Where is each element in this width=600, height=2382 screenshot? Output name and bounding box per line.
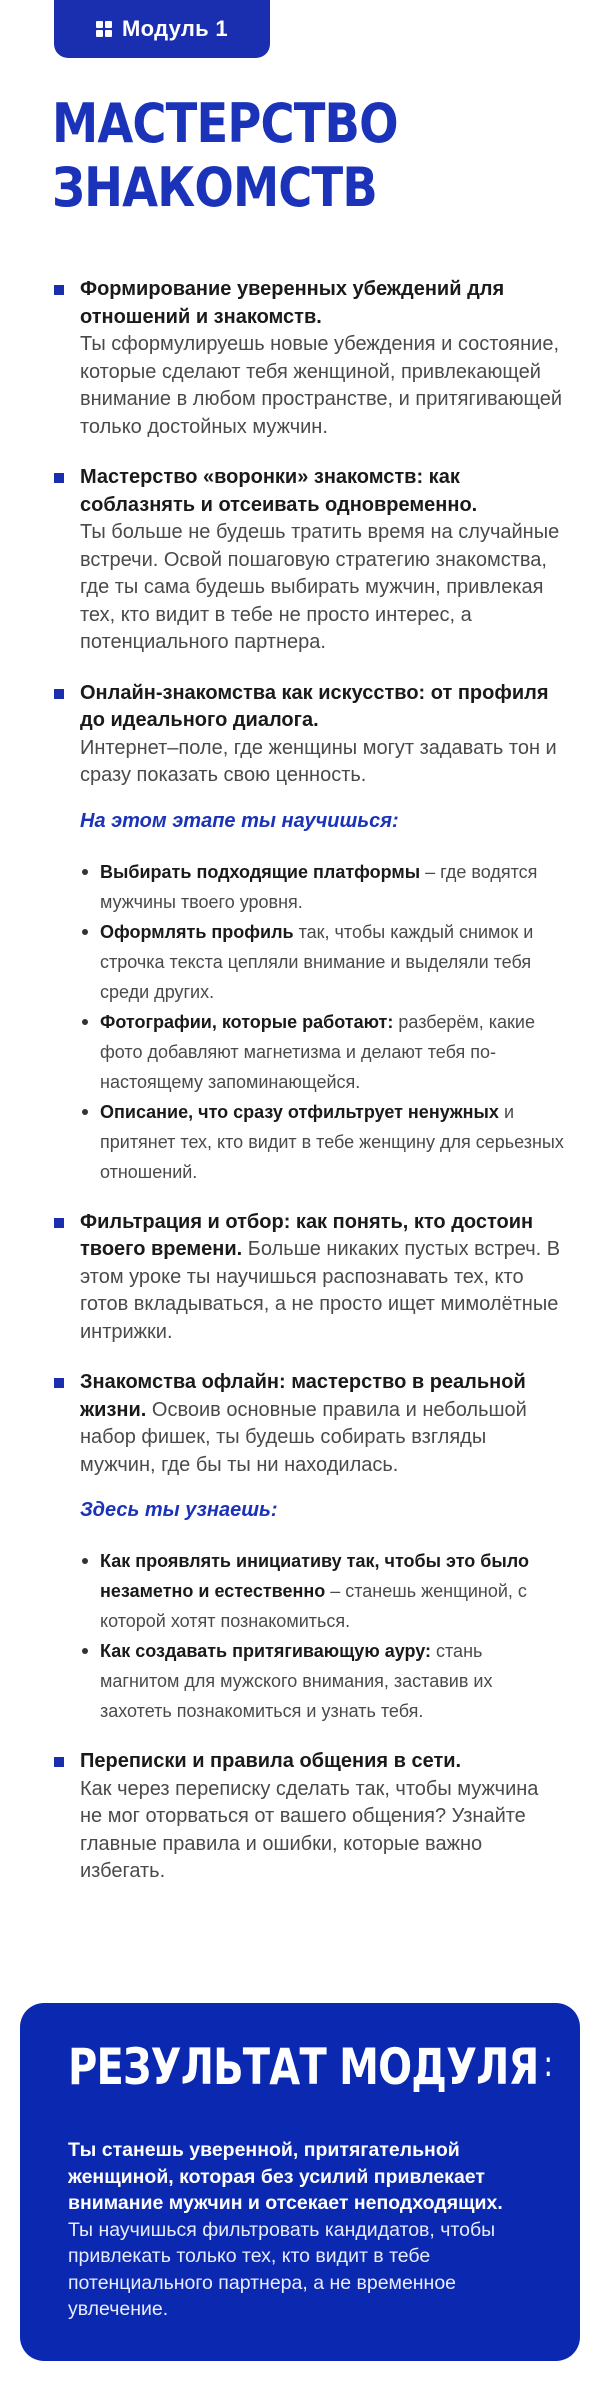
square-bullet-icon [54, 285, 64, 295]
point-bold: Как проявлять инициативу так, чтобы это было незаметно и естественно [100, 1551, 529, 1601]
point-text: и притянет тех, кто видит в тебе женщину для серьезных отношений. [100, 1101, 564, 1182]
module-badge-label: Модуль 1 [122, 16, 228, 41]
sub-list-item [80, 917, 564, 1007]
module-content [54, 276, 564, 1909]
module-badge [54, 0, 270, 58]
sub-list-item [80, 857, 564, 917]
result-plain-text: Ты научишься фильтровать кандидатов, чтобы привлекать только тех, кто видит в тебе потенциального партнера, а не временное увлечение. [68, 2218, 496, 2320]
list-item [54, 1369, 564, 1479]
item-text: Интернет–поле, где женщины могут задавать тон и сразу показать свою ценность. [80, 736, 557, 786]
item-heading: Знакомства офлайн: мастерство в реальной жизни. [80, 1371, 526, 1421]
point-bold: Описание, что сразу отфильтрует ненужных [100, 1101, 499, 1122]
item-text: Как через переписку сделать так, чтобы мужчина не мог оторваться от вашего общения? Узнайте главные правила и ошибки, которые важно избегать. [80, 1777, 539, 1882]
result-title-colon: : [543, 2044, 553, 2085]
point-bold: Выбирать подходящие платформы [100, 861, 421, 882]
list-item [54, 680, 564, 790]
square-bullet-icon [54, 1757, 64, 1767]
point-text: стань магнитом для мужского внимания, заставив их захотеть познакомиться и узнать тебя. [100, 1641, 493, 1721]
item-heading: Фильтрация и отбор: как понять, кто достоин твоего времени. [80, 1210, 534, 1260]
grid-icon [96, 21, 112, 37]
item-heading: Мастерство «воронки» знакомств: как соблазнять и отсеивать одновременно. [80, 466, 478, 516]
dot-bullet-icon [82, 1109, 88, 1115]
point-text: так, чтобы каждый снимок и строчка текста цепляли внимание и выделяли тебя среди других. [100, 921, 534, 1002]
item-heading: Формирование уверенных убеждений для отношений и знакомств. [80, 278, 505, 328]
sub-list-item [80, 1097, 564, 1187]
dot-bullet-icon [82, 929, 88, 935]
point-bold: Как создавать притягивающую ауру: [100, 1641, 432, 1661]
list-item [54, 1748, 564, 1886]
square-bullet-icon [54, 1218, 64, 1228]
item-text: Ты больше не будешь тратить время на случайные встречи. Освой пошаговую стратегию знакомства, где ты сама будешь выбирать мужчин, привлекая тех, кто видит в тебе не просто интерес, а потенциального партнера. [80, 521, 560, 653]
item-text: Больше никаких пустых встреч. В этом уроке ты научишься распознавать тех, кто готов вкладываться, а не просто ищет мимолётные интрижки. [80, 1238, 561, 1343]
item-text: Ты сформулируешь новые убеждения и состояние, которые сделают тебя женщиной, привлекающей внимание в любом пространстве, и притягивающей только достойных мужчин. [80, 333, 563, 438]
result-text [68, 2137, 550, 2323]
dot-bullet-icon [82, 869, 88, 875]
sub-list-item [80, 1636, 564, 1726]
dot-bullet-icon [82, 1019, 88, 1025]
item-heading: Переписки и правила общения в сети. [80, 1750, 462, 1772]
list-item [54, 276, 564, 441]
section-subheading: Здесь ты узнаешь: [80, 1499, 278, 1521]
square-bullet-icon [54, 689, 64, 699]
point-bold: Оформлять профиль [100, 921, 294, 942]
learn-list [54, 857, 564, 1187]
point-text: – станешь женщиной, с которой хотят познакомиться. [100, 1581, 527, 1631]
sub-list-item [80, 1007, 564, 1097]
list-item [54, 464, 564, 657]
page-title: МАСТЕРСТВО ЗНАКОМСТВ [52, 92, 398, 219]
learn-list [54, 1546, 564, 1726]
list-item [54, 1209, 564, 1347]
dot-bullet-icon [82, 1558, 88, 1564]
sub-list-item [80, 1546, 564, 1636]
point-text: разберём, какие фото добавляют магнетизма и делают тебя по-настоящему запоминающейся. [100, 1011, 535, 1092]
dot-bullet-icon [82, 1648, 88, 1654]
result-title-text: РЕЗУЛЬТАТ МОДУЛЯ [68, 2038, 539, 2096]
item-text: Освоив основные правила и небольшой набор фишек, ты будешь собирать взгляды мужчин, где бы ты ни находилась. [80, 1398, 527, 1476]
result-card [20, 2003, 580, 2361]
section-subheading: На этом этапе ты научишься: [80, 809, 399, 832]
point-text: – где водятся мужчины твоего уровня. [100, 861, 538, 912]
square-bullet-icon [54, 1378, 64, 1388]
square-bullet-icon [54, 473, 64, 483]
result-bold-text: Ты станешь уверенной, притягательной женщиной, которая без усилий привлекает внимание мужчин и отсекает неподходящих. [68, 2139, 503, 2214]
result-title [68, 2035, 553, 2097]
point-bold: Фотографии, которые работают: [100, 1011, 394, 1032]
item-heading: Онлайн-знакомства как искусство: от профиля до идеального диалога. [80, 681, 549, 731]
